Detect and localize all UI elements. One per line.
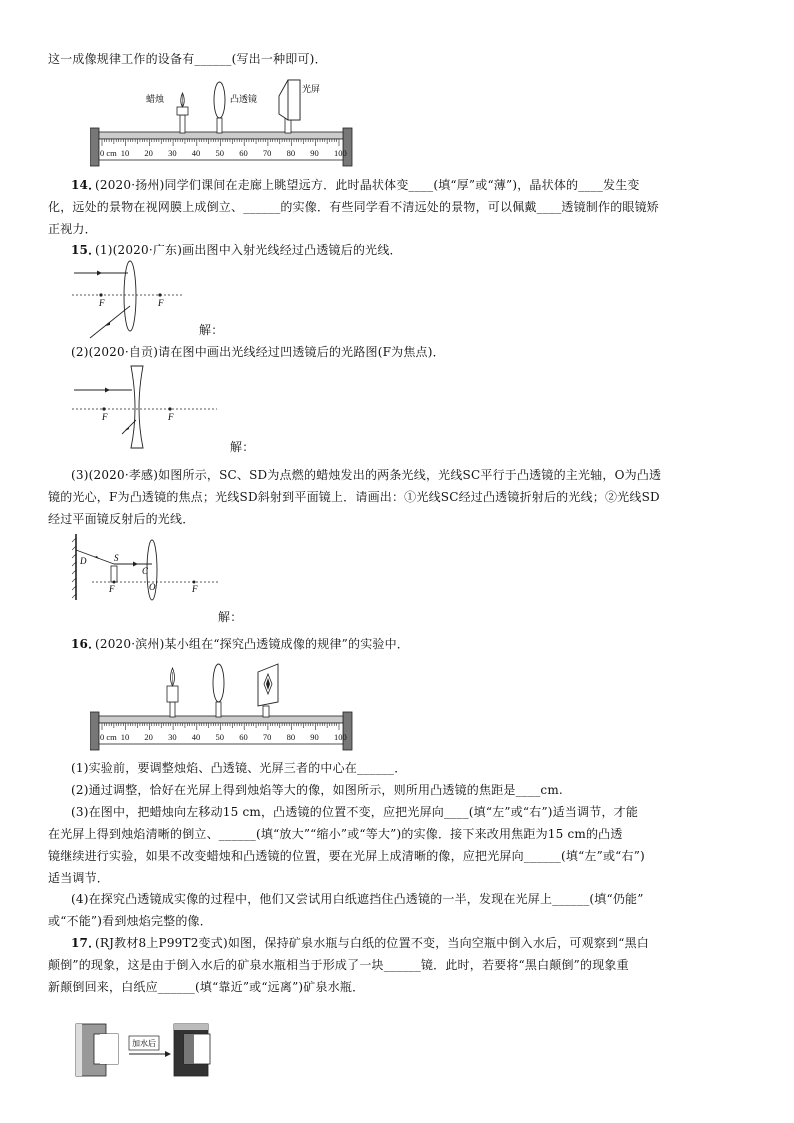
scale-label: 80: [286, 732, 296, 742]
q16-number: 16．: [71, 637, 101, 651]
concave-lens-ray-figure: [72, 362, 222, 452]
q17-number: 17．: [71, 936, 101, 950]
q17-line-3: 新颠倒回来，白纸应______(填“靠近”或“远离”)矿泉水瓶．: [48, 980, 365, 994]
q17-line-1: (RJ教材8上P99T2变式)如图，保持矿泉水瓶与白纸的位置不变，当向空瓶中倒入水后，可观察到“黑白: [95, 936, 649, 950]
scale-label: 30: [168, 732, 177, 742]
candle-body-2: [167, 686, 178, 702]
candle-label: 蜡烛: [146, 94, 165, 104]
convex-lens-ray-figure: [72, 258, 192, 343]
scale-label: 60: [239, 732, 248, 742]
svg-text:F: F: [102, 412, 108, 422]
q16-line-6: 适当调节．: [48, 871, 110, 885]
light-screen: [288, 80, 300, 120]
q14-number: 14．: [71, 178, 101, 192]
q14-line-3: 正视力．: [48, 222, 97, 236]
q14-line-2: 化，远处的景物在视网膜上成倒立、______的实像．有些同学看不清远处的景物，可以佩戴____透镜制作的眼镜矫: [48, 200, 660, 214]
scale-label: 70: [262, 148, 272, 158]
q15-part3-line-3: 经过平面镜反射后的光线．: [48, 512, 195, 526]
water-bottle-figure: [74, 1020, 224, 1080]
q15-part1: (1)(2020·广东)画出图中入射光线经过凸透镜后的光线．: [95, 243, 402, 257]
q15-part2: (2)(2020·自贡)请在图中画出光线经过凹透镜后的光路图(F为焦点)．: [71, 345, 445, 359]
q16-intro: (2020·滨州)某小组在“探究凸透镜成像的规律”的实验中．: [95, 637, 409, 651]
mirror-lens-ray-figure: [72, 530, 222, 605]
scale-label: 30: [168, 148, 177, 158]
intro-line: 这一成像规律工作的设备有______(写出一种即可)．: [48, 52, 327, 66]
svg-text:F: F: [192, 584, 198, 594]
q16-line-1: (1)实验前，要调整烛焰、凸透镜、光屏三者的中心在______．: [71, 761, 407, 775]
scale-label: 70: [262, 732, 272, 742]
q15-number: 15．: [71, 243, 101, 257]
convex-lens-4: [213, 664, 224, 702]
svg-text:C: C: [142, 566, 149, 576]
scale-label: 40: [191, 732, 201, 742]
scale-label: 90: [310, 148, 319, 158]
scale-label: 0 cm: [100, 732, 117, 742]
concave-lens: [131, 366, 143, 448]
optical-bench-figure-1: [90, 78, 360, 170]
svg-text:S: S: [114, 553, 119, 563]
lens-label: 凸透镜: [230, 94, 258, 104]
q16-line-7: (4)在探究凸透镜成实像的过程中，他们又尝试用白纸遮挡住凸透镜的一半，发现在光屏上______(填“仍能”: [71, 892, 644, 906]
q15-answer-1: 解：: [199, 323, 224, 337]
svg-text:F: F: [158, 298, 164, 308]
scale-label: 50: [215, 148, 224, 158]
small-candle: [111, 566, 117, 582]
q17-line-2: 颠倒”的现象，这是由于倒入水后的矿泉水瓶相当于形成了一块______镜．此时，若要将“黑白颠倒”的现象重: [48, 958, 629, 972]
q16-line-5: 镜继续进行实验，如果不改变蜡烛和凸透镜的位置，要在光屏上成清晰的像，应把光屏向______(填“左”或“右”): [48, 849, 645, 863]
q16-line-8: 或“不能”)看到烛焰完整的像．: [48, 914, 212, 928]
q15-answer-3: 解：: [218, 610, 243, 624]
scale-label: 60: [239, 148, 248, 158]
scale-label: 40: [191, 148, 201, 158]
svg-text:F: F: [109, 584, 115, 594]
q16-line-4: 在光屏上得到烛焰清晰的倒立、______(填“放大”“缩小”或“等大”)的实像．接下来改用焦距为15 cm的凸透: [48, 827, 623, 841]
convex-lens-1: [124, 261, 136, 331]
svg-text:D: D: [80, 556, 87, 566]
scale-label: 80: [286, 148, 296, 158]
q15-answer-2: 解：: [230, 440, 255, 454]
svg-text:F: F: [99, 298, 105, 308]
arrow-right-icon: [165, 1051, 171, 1057]
svg-text:O: O: [149, 582, 156, 592]
q15-part3-line-2: 镜的光心，F为凸透镜的焦点；光线SD斜射到平面镜上．请画出：①光线SC经过凸透镜折射后的光线；②光线SD: [48, 490, 660, 504]
q14-line-1: (2020·扬州)同学们课间在走廊上眺望远方．此时晶状体变____(填“厚”或“薄”)，晶状体的____发生变: [95, 178, 640, 192]
screen-label: 光屏: [302, 84, 321, 94]
q16-line-3: (3)在图中，把蜡烛向左移动15 cm，凸透镜的位置不变，应把光屏向____(填“左”或“右”)适当调节，才能: [71, 805, 639, 819]
scale-label: 100: [334, 148, 347, 158]
add-water-label: 加水后: [132, 1039, 156, 1048]
scale-label: 100: [334, 732, 347, 742]
svg-text:F: F: [168, 412, 174, 422]
convex-lens: [214, 82, 225, 118]
candle-body: [177, 107, 188, 115]
scale-label: 90: [310, 732, 319, 742]
q15-part3-line-1: (3)(2020·孝感)如图所示，SC、SD为点燃的蜡烛发出的两条光线，光线SC平行于凸透镜的主光轴，O为凸透: [71, 468, 662, 482]
optical-bench-figure-2: [90, 662, 360, 754]
q16-line-2: (2)通过调整，恰好在光屏上得到烛焰等大的像，如图所示，则所用凸透镜的焦距是____cm.: [71, 783, 563, 797]
scale-label: 10: [120, 148, 130, 158]
scale-label: 0 cm: [100, 148, 117, 158]
scale-label: 50: [215, 732, 224, 742]
scale-label: 10: [120, 732, 130, 742]
scale-label: 20: [144, 148, 153, 158]
scale-label: 20: [144, 732, 153, 742]
